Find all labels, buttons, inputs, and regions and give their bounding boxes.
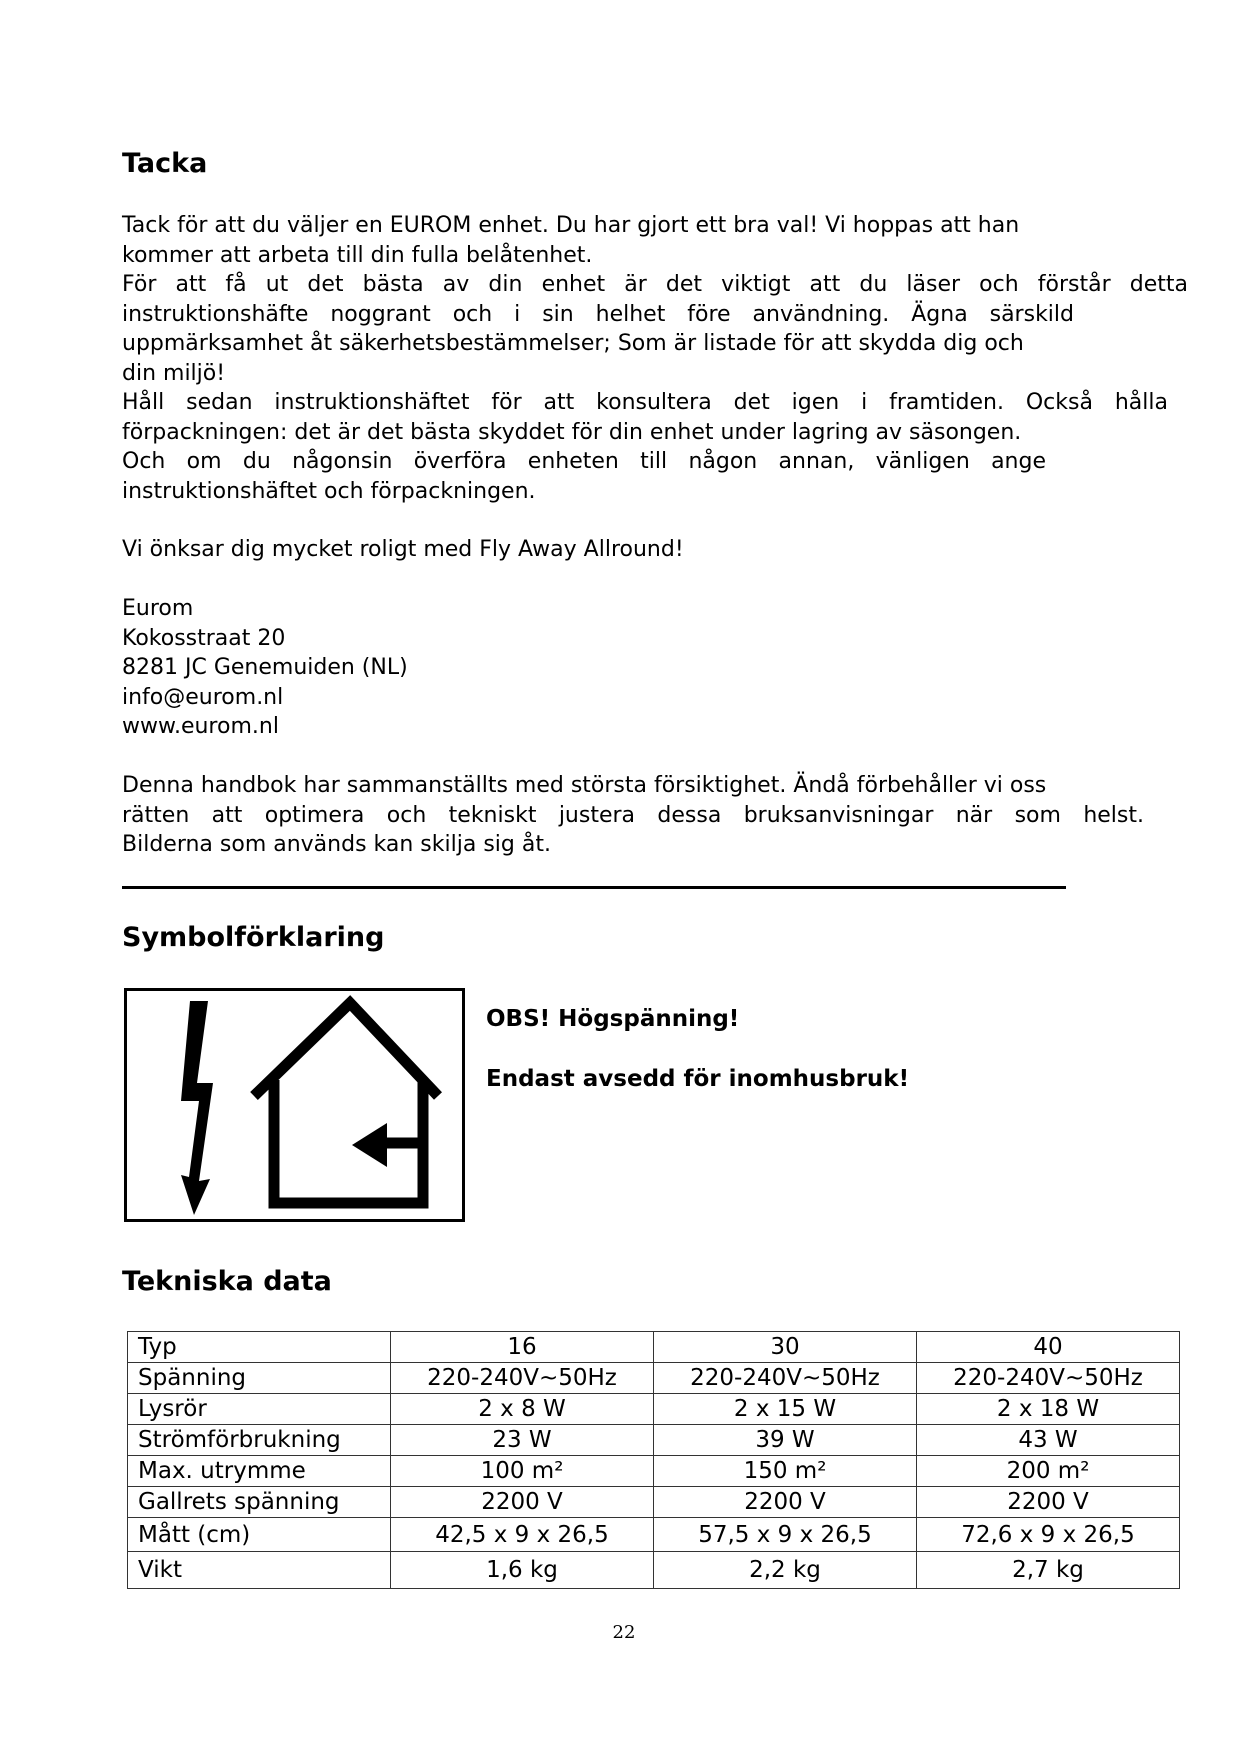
table-cell: 42,5 x 9 x 26,5 [391, 1518, 654, 1552]
instructions-paragraph [122, 270, 1188, 506]
text-line: instruktionshäfte noggrant och i sin helhet före användning. Ägna särskild [122, 301, 1074, 327]
text-line: Och om du någonsin överföra enheten till någon annan, vänligen ange [122, 449, 1046, 474]
table-cell: 23 W [391, 1425, 654, 1456]
table-row [128, 1425, 1180, 1456]
company-name: Eurom [122, 596, 194, 621]
page-number: 22 [612, 1622, 636, 1643]
symbol-box [124, 988, 465, 1222]
text-line: För att få ut det bästa av din enhet är det viktigt att du läser och förstår detta [122, 272, 1188, 297]
table-cell: 2 x 8 W [391, 1394, 654, 1425]
row-label: Mått (cm) [128, 1518, 391, 1552]
row-label: Max. utrymme [128, 1456, 391, 1487]
section-divider [122, 886, 1066, 889]
text-line: Tack för att du väljer en EUROM enhet. Du har gjort ett bra val! Vi hoppas att han [122, 213, 1020, 238]
table-cell: 1,6 kg [391, 1552, 654, 1589]
text-line: Bilderna som används kan skilja sig åt. [122, 832, 551, 857]
table-cell: 200 m² [917, 1456, 1180, 1487]
wish-text: Vi önksar dig mycket roligt med Fly Away Allround! [122, 537, 684, 562]
website-address: www.eurom.nl [122, 714, 279, 739]
table-cell: 150 m² [654, 1456, 917, 1487]
text-line: din miljö! [122, 360, 226, 386]
text-line: rätten att optimera och tekniskt justera dessa bruksanvisningar när som helst. [122, 802, 1144, 828]
table-cell: 30 [654, 1332, 917, 1363]
high-voltage-warning: OBS! Högspänning! [486, 1006, 740, 1032]
table-cell: 39 W [654, 1425, 917, 1456]
table-row [128, 1394, 1180, 1425]
table-cell: 43 W [917, 1425, 1180, 1456]
company-address [122, 594, 408, 742]
text-line: Håll sedan instruktionshäftet för att konsultera det igen i framtiden. Också hålla [122, 390, 1168, 415]
table-cell: 2,7 kg [917, 1552, 1180, 1589]
indoor-use-note: Endast avsedd för inomhusbruk! [486, 1066, 910, 1092]
tech-data-table [127, 1331, 1180, 1589]
table-row [128, 1552, 1180, 1589]
tech-heading: Tekniska data [122, 1266, 332, 1297]
table-row [128, 1487, 1180, 1518]
text-line: kommer att arbeta till din fulla belåtenhet. [122, 242, 593, 268]
table-cell: 16 [391, 1332, 654, 1363]
row-label: Spänning [128, 1363, 391, 1394]
text-line: Denna handbok har sammanställts med största försiktighet. Ändå förbehåller vi oss [122, 773, 1047, 798]
email-address: info@eurom.nl [122, 684, 284, 710]
table-cell: 2,2 kg [654, 1552, 917, 1589]
table-cell: 2200 V [391, 1487, 654, 1518]
table-cell: 220-240V~50Hz [391, 1363, 654, 1394]
thanks-heading: Tacka [122, 148, 208, 179]
table-cell: 57,5 x 9 x 26,5 [654, 1518, 917, 1552]
table-cell: 72,6 x 9 x 26,5 [917, 1518, 1180, 1552]
indoor-house-icon [254, 1003, 438, 1203]
high-voltage-icon [181, 1001, 213, 1215]
row-label: Vikt [128, 1552, 391, 1589]
row-label: Lysrör [128, 1394, 391, 1425]
disclaimer-paragraph [122, 771, 1144, 860]
table-cell: 220-240V~50Hz [917, 1363, 1180, 1394]
street-address: Kokosstraat 20 [122, 625, 286, 651]
table-cell: 2 x 15 W [654, 1394, 917, 1425]
table-cell: 40 [917, 1332, 1180, 1363]
table-cell: 2200 V [917, 1487, 1180, 1518]
text-line: förpackningen: det är det bästa skyddet för din enhet under lagring av säsongen. [122, 419, 1022, 445]
table-row [128, 1518, 1180, 1552]
table-cell: 2 x 18 W [917, 1394, 1180, 1425]
postal-city: 8281 JC Genemuiden (NL) [122, 655, 408, 680]
text-line: uppmärksamhet åt säkerhetsbestämmelser; Som är listade för att skydda dig och [122, 331, 1024, 356]
row-label: Strömförbrukning [128, 1425, 391, 1456]
thanks-intro [122, 211, 1062, 270]
symbol-illustration [127, 991, 462, 1219]
table-row [128, 1363, 1180, 1394]
text-line: instruktionshäftet och förpackningen. [122, 478, 536, 504]
row-label: Gallrets spänning [128, 1487, 391, 1518]
table-cell: 2200 V [654, 1487, 917, 1518]
table-row [128, 1332, 1180, 1363]
row-label: Typ [128, 1332, 391, 1363]
table-row [128, 1456, 1180, 1487]
table-cell: 220-240V~50Hz [654, 1363, 917, 1394]
symbols-heading: Symbolförklaring [122, 922, 385, 953]
table-cell: 100 m² [391, 1456, 654, 1487]
